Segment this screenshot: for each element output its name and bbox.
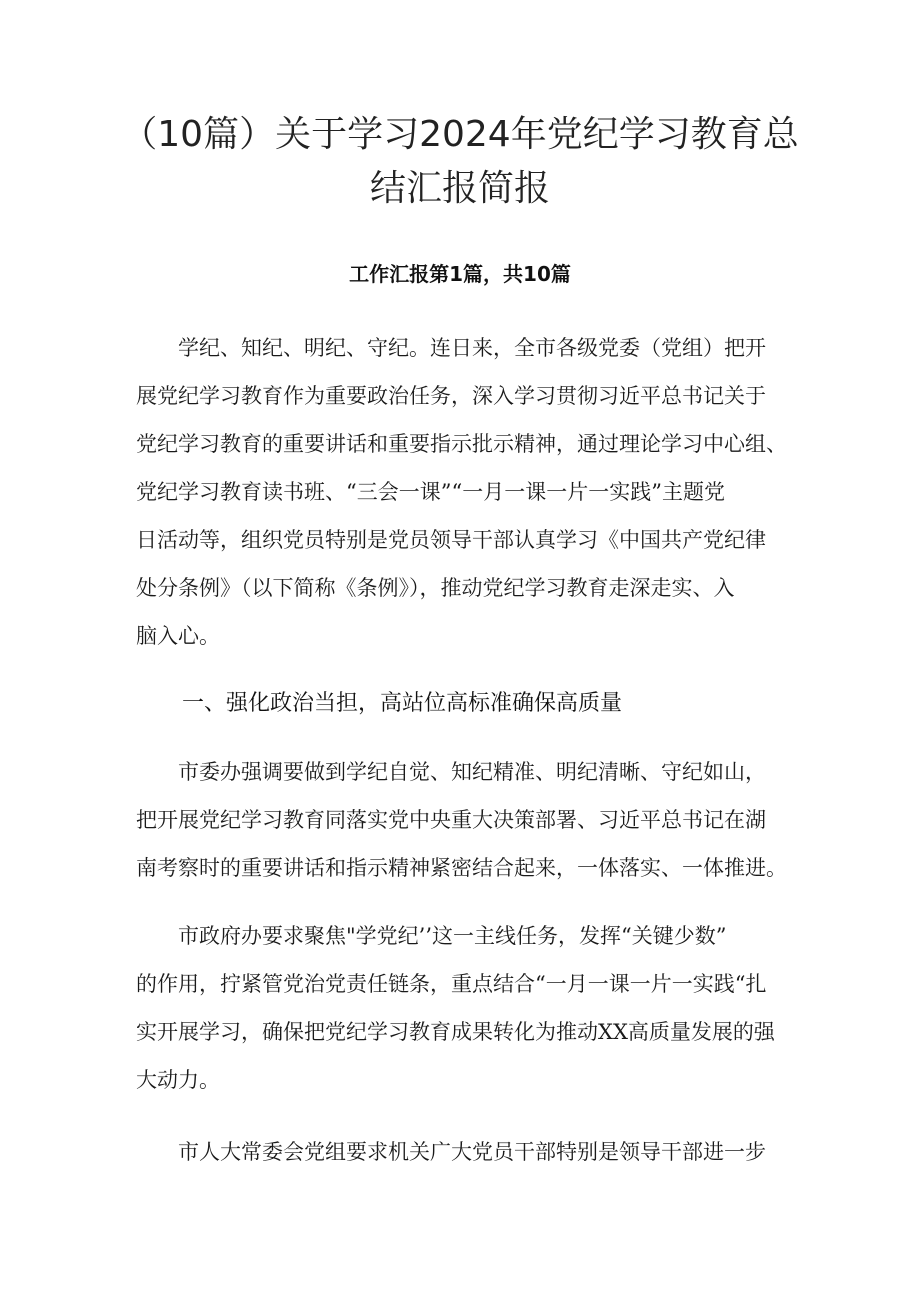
paragraph-line: 大动力。 xyxy=(136,1068,220,1092)
paragraph-line: 把开展党纪学习教育同落实党中央重大决策部署、习近平总书记在湖 xyxy=(136,808,766,832)
paragraph-line: 党纪学习教育读书班、“三会一课”“一月一课一片一实践”主题党 xyxy=(136,480,725,504)
title-line-2: 结汇报简报 xyxy=(369,168,550,209)
paragraph-line: 日活动等，组织党员特别是党员领导干部认真学习《中国共产党纪律 xyxy=(136,528,766,552)
title-line-1: （10篇）关于学习2024年党纪学习教育总 xyxy=(121,114,799,155)
paragraph-line: 市政府办要求聚焦"学党纪’’这一主线任务，发挥“关键少数” xyxy=(136,924,727,948)
paragraph-line: 展党纪学习教育作为重要政治任务，深入学习贯彻习近平总书记关于 xyxy=(136,384,766,408)
paragraph-municipal-government-office xyxy=(136,912,790,1104)
paragraph-line: 学纪、知纪、明纪、守纪。连日来，全市各级党委（党组）把开 xyxy=(136,336,766,360)
paragraph-line: 脑入心。 xyxy=(136,624,220,648)
paragraph-line: 的作用，拧紧管党治党责任链条，重点结合“一月一课一片一实践“扎 xyxy=(136,972,767,996)
paragraph-line: 市委办强调要做到学纪自觉、知纪精准、明纪清晰、守纪如山， xyxy=(136,760,766,784)
intro-paragraph xyxy=(136,324,790,660)
paragraph-peoples-congress xyxy=(136,1128,790,1176)
paragraph-line: 党纪学习教育的重要讲话和重要指示批示精神，通过理论学习中心组、 xyxy=(136,432,787,456)
paragraph-line: 市人大常委会党组要求机关广大党员干部特别是领导干部进一步 xyxy=(136,1140,766,1164)
paragraph-line: 实开展学习，确保把党纪学习教育成果转化为推动XX高质量发展的强 xyxy=(136,1020,775,1044)
paragraph-line: 南考察时的重要讲话和指示精神紧密结合起来，一体落实、一体推进。 xyxy=(136,856,787,880)
paragraph-municipal-committee-office xyxy=(136,748,790,892)
paragraph-line: 处分条例》（以下简称《条例》），推动党纪学习教育走深走实、入 xyxy=(136,576,735,600)
document-title xyxy=(100,108,820,216)
section-heading-1: 一、强化政治当担，高站位高标准确保高质量 xyxy=(182,691,623,716)
document-subtitle: 工作汇报第1篇，共10篇 xyxy=(349,262,571,286)
